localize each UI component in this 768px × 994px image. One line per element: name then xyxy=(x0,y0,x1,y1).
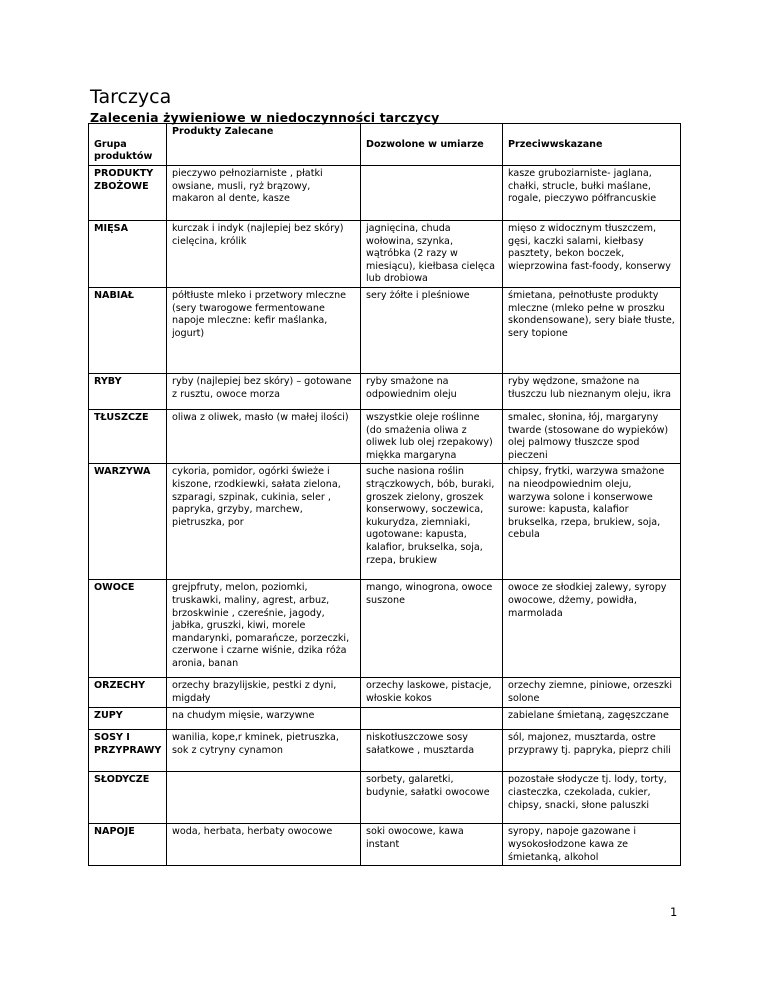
row-recommended-cell: grejpfruty, melon, poziomki, truskawki, maliny, agrest, arbuz, brzoskwinie , czereśnie, jagody, jabłka, gruszki, kiwi, morele mandarynki, pomarańcze, porzeczki, czerwone i czarne wiśnie, dzika róża aronia, banan xyxy=(167,580,361,678)
row-forbidden-cell: chipsy, frytki, warzywa smażone na nieodpowiednim oleju, warzywa solone i konserwowe surowe: kapusta, kalafior brukselka, rzepa, brukiew, soja, cebula xyxy=(503,464,681,580)
row-moderate-cell xyxy=(361,708,503,730)
page-subtitle: Zalecenia żywieniowe w niedoczynności tarczycy xyxy=(90,110,440,125)
row-recommended-cell: wanilia, kope,r kminek, pietruszka, sok z cytryny cynamon xyxy=(167,730,361,772)
row-forbidden-cell: orzechy ziemne, piniowe, orzeszki solone xyxy=(503,678,681,708)
row-moderate-cell: ryby smażone na odpowiednim oleju xyxy=(361,373,503,409)
row-group-cell: OWOCE xyxy=(89,580,167,678)
header-moderate: Dozwolone w umiarze xyxy=(361,124,503,166)
row-recommended-cell: orzechy brazylijskie, pestki z dyni, migdały xyxy=(167,678,361,708)
row-moderate-cell: orzechy laskowe, pistacje, włoskie kokos xyxy=(361,678,503,708)
page-number: 1 xyxy=(670,905,678,919)
row-recommended-cell: pieczywo pełnoziarniste , płatki owsiane, musli, ryż brązowy, makaron al dente, kasze xyxy=(167,166,361,221)
nutrition-table xyxy=(88,123,681,866)
page-title: Tarczyca xyxy=(90,86,172,108)
row-group-cell: RYBY xyxy=(89,373,167,409)
row-group-cell: TŁUSZCZE xyxy=(89,409,167,463)
row-moderate-cell: mango, winogrona, owoce suszone xyxy=(361,580,503,678)
row-recommended-cell xyxy=(167,772,361,824)
table-row xyxy=(89,287,681,373)
row-forbidden-cell: pozostałe słodycze tj. lody, torty, ciasteczka, czekolada, cukier, chipsy, snacki, słone paluszki xyxy=(503,772,681,824)
row-forbidden-cell: sól, majonez, musztarda, ostre przyprawy tj. papryka, pieprz chili xyxy=(503,730,681,772)
row-group-cell: NABIAŁ xyxy=(89,287,167,373)
row-moderate-cell: wszystkie oleje roślinne (do smażenia oliwa z oliwek lub olej rzepakowy) miękka margaryna xyxy=(361,409,503,463)
row-group-cell: SOSY I PRZYPRAWY xyxy=(89,730,167,772)
row-group-cell: ORZECHY xyxy=(89,678,167,708)
row-moderate-cell xyxy=(361,166,503,221)
table-header-row xyxy=(89,124,681,166)
table-row xyxy=(89,409,681,463)
row-forbidden-cell: zabielane śmietaną, zagęszczane xyxy=(503,708,681,730)
row-moderate-cell: niskotłuszczowe sosy sałatkowe , musztarda xyxy=(361,730,503,772)
table-row xyxy=(89,373,681,409)
row-group-cell: WARZYWA xyxy=(89,464,167,580)
table-row xyxy=(89,166,681,221)
table-row xyxy=(89,824,681,866)
row-forbidden-cell: ryby wędzone, smażone na tłuszczu lub nieznanym oleju, ikra xyxy=(503,373,681,409)
table-row xyxy=(89,464,681,580)
row-moderate-cell: jagnięcina, chuda wołowina, szynka, wątróbka (2 razy w miesiącu), kiełbasa cielęca lub drobiowa xyxy=(361,221,503,288)
table-row xyxy=(89,221,681,288)
row-moderate-cell: sorbety, galaretki, budynie, sałatki owocowe xyxy=(361,772,503,824)
row-recommended-cell: cykoria, pomidor, ogórki świeże i kiszone, rzodkiewki, sałata zielona, szparagi, szpinak, cukinia, seler , papryka, grzyby, marchew, pietruszka, por xyxy=(167,464,361,580)
table-row xyxy=(89,580,681,678)
header-group: Grupa produktów xyxy=(89,124,167,166)
row-group-cell: PRODUKTY ZBOŻOWE xyxy=(89,166,167,221)
table-row xyxy=(89,730,681,772)
row-group-cell: NAPOJE xyxy=(89,824,167,866)
row-forbidden-cell: kasze gruboziarniste- jaglana, chałki, strucle, bułki maślane, rogale, pieczywo półfrancuskie xyxy=(503,166,681,221)
row-recommended-cell: półtłuste mleko i przetwory mleczne (sery twarogowe fermentowane napoje mleczne: kefir maślanka, jogurt) xyxy=(167,287,361,373)
row-forbidden-cell: śmietana, pełnotłuste produkty mleczne (mleko pełne w proszku skondensowane), sery białe tłuste, sery topione xyxy=(503,287,681,373)
row-group-cell: SŁODYCZE xyxy=(89,772,167,824)
row-group-cell: MIĘSA xyxy=(89,221,167,288)
header-recommended: Produkty Zalecane xyxy=(167,124,361,166)
row-recommended-cell: na chudym mięsie, warzywne xyxy=(167,708,361,730)
row-recommended-cell: kurczak i indyk (najlepiej bez skóry) cielęcina, królik xyxy=(167,221,361,288)
row-forbidden-cell: mięso z widocznym tłuszczem, gęsi, kaczki salami, kiełbasy pasztety, bekon boczek, wieprzowina fast-foody, konserwy xyxy=(503,221,681,288)
header-forbidden: Przeciwwskazane xyxy=(503,124,681,166)
table-row xyxy=(89,678,681,708)
row-forbidden-cell: syropy, napoje gazowane i wysokosłodzone kawa ze śmietanką, alkohol xyxy=(503,824,681,866)
row-recommended-cell: ryby (najlepiej bez skóry) – gotowane z rusztu, owoce morza xyxy=(167,373,361,409)
row-forbidden-cell: owoce ze słodkiej zalewy, syropy owocowe, dżemy, powidła, marmolada xyxy=(503,580,681,678)
row-recommended-cell: oliwa z oliwek, masło (w małej ilości) xyxy=(167,409,361,463)
row-moderate-cell: suche nasiona roślin strączkowych, bób, buraki, groszek zielony, groszek konserwowy, soczewica, kukurydza, ziemniaki, ugotowane: kapusta, kalafior, brukselka, soja, rzepa, brukiew xyxy=(361,464,503,580)
row-moderate-cell: sery żółte i pleśniowe xyxy=(361,287,503,373)
row-forbidden-cell: smalec, słonina, łój, margaryny twarde (stosowane do wypieków) olej palmowy tłuszcze spod pieczeni xyxy=(503,409,681,463)
row-group-cell: ZUPY xyxy=(89,708,167,730)
row-recommended-cell: woda, herbata, herbaty owocowe xyxy=(167,824,361,866)
row-moderate-cell: soki owocowe, kawa instant xyxy=(361,824,503,866)
table-row xyxy=(89,772,681,824)
table-row xyxy=(89,708,681,730)
